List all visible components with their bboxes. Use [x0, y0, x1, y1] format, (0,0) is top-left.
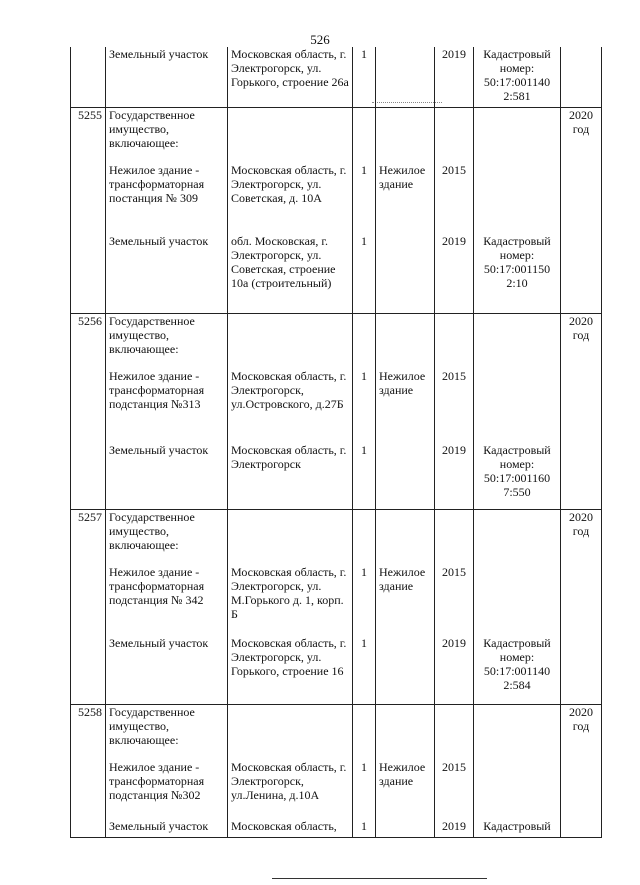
cell-type: [376, 443, 435, 509]
table-row: [71, 369, 602, 443]
cell-address: [228, 107, 353, 163]
cell-type: Нежилое здание: [376, 369, 435, 443]
cell-type: [376, 47, 435, 107]
cell-term: [561, 234, 602, 313]
cell-quantity: 1: [353, 234, 376, 313]
cell-type: [376, 234, 435, 313]
cell-address: [228, 704, 353, 760]
cell-name: Земельный участок: [106, 47, 228, 107]
cell-name: Государственное имущество, включающее:: [106, 509, 228, 565]
cell-year: [435, 107, 474, 163]
cell-term: 2020 год: [561, 313, 602, 369]
cell-name: Нежилое здание - трансформаторная подстанция №302: [106, 760, 228, 819]
cell-name: Нежилое здание - трансформаторная постанция № 309: [106, 163, 228, 234]
table-row: [71, 163, 602, 234]
cell-year: 2019: [435, 636, 474, 704]
cell-term: [561, 565, 602, 636]
cell-note: Кадастровый номер: 50:17:001160 7:550: [474, 443, 561, 509]
cell-number: 5256: [71, 313, 106, 369]
cell-note: [474, 509, 561, 565]
cell-note: [474, 565, 561, 636]
page-number: 526: [310, 32, 330, 47]
table-row: [71, 509, 602, 565]
cell-year: [435, 704, 474, 760]
cell-quantity: [353, 107, 376, 163]
cell-year: 2019: [435, 443, 474, 509]
cell-term: [561, 163, 602, 234]
cell-number: [71, 234, 106, 313]
cell-quantity: [353, 704, 376, 760]
cell-quantity: 1: [353, 636, 376, 704]
cell-year: 2015: [435, 369, 474, 443]
cell-name: Нежилое здание - трансформаторная подстанция № 342: [106, 565, 228, 636]
table-row: [71, 636, 602, 704]
table-row: [71, 565, 602, 636]
cell-type: [376, 107, 435, 163]
cell-number: 5258: [71, 704, 106, 760]
cell-name: Земельный участок: [106, 443, 228, 509]
cell-term: 2020 год: [561, 704, 602, 760]
cell-type: [376, 819, 435, 837]
cell-number: [71, 163, 106, 234]
cell-address: Московская область, г. Электрогорск: [228, 443, 353, 509]
cell-name: Земельный участок: [106, 819, 228, 837]
cell-year: 2015: [435, 760, 474, 819]
cell-address: Московская область, г. Электрогорск, ул. М.Горького д. 1, корп. Б: [228, 565, 353, 636]
cell-name: Нежилое здание - трансформаторная подстанция №313: [106, 369, 228, 443]
cell-number: [71, 760, 106, 819]
table-row: [71, 760, 602, 819]
cell-quantity: 1: [353, 819, 376, 837]
cell-year: [435, 313, 474, 369]
cell-note: Кадастровый номер: 50:17:001140 2:584: [474, 636, 561, 704]
table-row: [71, 704, 602, 760]
cell-type: [376, 704, 435, 760]
cell-note: Кадастровый номер: 50:17:001140 2:581: [474, 47, 561, 107]
cell-term: [561, 819, 602, 837]
cell-type: Нежилое здание: [376, 760, 435, 819]
cell-number: 5255: [71, 107, 106, 163]
cell-name: Государственное имущество, включающее:: [106, 704, 228, 760]
cell-address: [228, 313, 353, 369]
cell-year: 2015: [435, 565, 474, 636]
cell-type: Нежилое здание: [376, 163, 435, 234]
cell-name: Земельный участок: [106, 234, 228, 313]
cell-address: Московская область, г. Электрогорск, ул.Ленина, д.10А: [228, 760, 353, 819]
table-row: [71, 443, 602, 509]
cell-note: [474, 369, 561, 443]
cell-year: 2019: [435, 819, 474, 837]
cell-number: [71, 636, 106, 704]
cell-number: [71, 369, 106, 443]
cell-quantity: 1: [353, 47, 376, 107]
cell-term: [561, 369, 602, 443]
cell-term: [561, 636, 602, 704]
cell-type: [376, 636, 435, 704]
cell-note: [474, 107, 561, 163]
property-register-table: [70, 47, 602, 838]
cell-number: 5257: [71, 509, 106, 565]
cell-note: [474, 760, 561, 819]
cell-quantity: [353, 313, 376, 369]
cell-year: 2019: [435, 234, 474, 313]
cell-number: [71, 565, 106, 636]
cell-address: Московская область, г. Электрогорск, ул.Островского, д.27Б: [228, 369, 353, 443]
cell-note: [474, 704, 561, 760]
cell-quantity: [353, 509, 376, 565]
cell-address: Московская область, г. Электрогорск, ул. Горького, строение 16: [228, 636, 353, 704]
table-row: [71, 234, 602, 313]
cell-address: Московская область, г. Электрогорск, ул. Советская, д. 10А: [228, 163, 353, 234]
cell-address: Московская область,: [228, 819, 353, 837]
cell-term: [561, 760, 602, 819]
cell-note: Кадастровый: [474, 819, 561, 837]
cell-name: Земельный участок: [106, 636, 228, 704]
cell-name: Государственное имущество, включающее:: [106, 107, 228, 163]
cell-quantity: 1: [353, 760, 376, 819]
cell-year: 2019: [435, 47, 474, 107]
cell-note: [474, 163, 561, 234]
footer-rule: [272, 878, 487, 879]
cell-quantity: 1: [353, 443, 376, 509]
cell-address: [228, 509, 353, 565]
cell-type: [376, 509, 435, 565]
cell-term: 2020 год: [561, 107, 602, 163]
cell-address: Московская область, г. Электрогорск, ул. Горького, строение 26а: [228, 47, 353, 107]
table-row: [71, 819, 602, 837]
cell-term: 2020 год: [561, 509, 602, 565]
cell-year: 2015: [435, 163, 474, 234]
cell-number: [71, 819, 106, 837]
cell-quantity: 1: [353, 565, 376, 636]
cell-quantity: 1: [353, 369, 376, 443]
cell-address: обл. Московская, г. Электрогорск, ул. Советская, строение 10а (строительный): [228, 234, 353, 313]
cell-note: Кадастровый номер: 50:17:001150 2:10: [474, 234, 561, 313]
cell-year: [435, 509, 474, 565]
cell-term: [561, 443, 602, 509]
cell-number: [71, 443, 106, 509]
table-row: [71, 313, 602, 369]
cell-note: [474, 313, 561, 369]
table-row: [71, 47, 602, 107]
cell-quantity: 1: [353, 163, 376, 234]
cell-term: [561, 47, 602, 107]
cell-type: Нежилое здание: [376, 565, 435, 636]
cell-number: [71, 47, 106, 107]
cell-type: [376, 313, 435, 369]
cell-name: Государственное имущество, включающее:: [106, 313, 228, 369]
table-row: [71, 107, 602, 163]
